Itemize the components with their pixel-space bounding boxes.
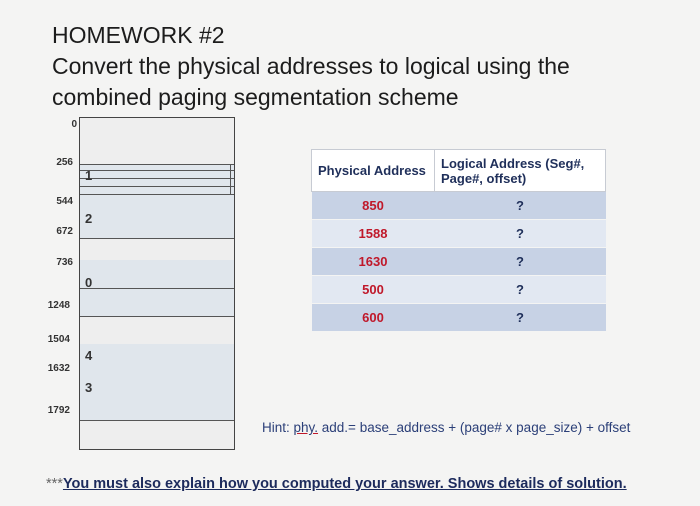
address-label: 1792 — [47, 405, 70, 416]
address-label: 736 — [56, 257, 73, 268]
memory-segment — [80, 344, 234, 377]
table-row — [312, 192, 606, 220]
segment-label: 1 — [85, 168, 93, 183]
table-row — [312, 248, 606, 276]
address-label: 256 — [56, 157, 73, 168]
divider — [80, 178, 234, 179]
logical-address-cell: ? — [435, 276, 606, 304]
footer-stars: *** — [46, 476, 63, 492]
hint-underlined-word: phy. — [293, 420, 319, 435]
physical-memory-diagram — [79, 117, 235, 450]
header-logical-address: Logical Address (Seg#, Page#, offset) — [435, 150, 606, 192]
divider — [230, 164, 231, 194]
table-row — [312, 304, 606, 332]
physical-address-cell: 1588 — [312, 220, 435, 248]
title-line-1: HOMEWORK #2 — [52, 22, 225, 48]
title-line-3: combined paging segmentation scheme — [52, 84, 459, 110]
homework-title — [52, 20, 570, 113]
divider — [80, 164, 234, 165]
physical-address-cell: 1630 — [312, 248, 435, 276]
address-label: 672 — [56, 226, 73, 237]
segment-label: 4 — [85, 348, 93, 363]
logical-address-cell: ? — [435, 248, 606, 276]
address-label: 0 — [71, 119, 77, 130]
hint-rest: add.= base_address + (page# x page_size) + offset — [318, 420, 631, 435]
logical-address-cell: ? — [435, 304, 606, 332]
physical-address-cell: 850 — [312, 192, 435, 220]
logical-address-cell: ? — [435, 192, 606, 220]
segment-label: 0 — [85, 275, 93, 290]
header-physical-address: Physical Address — [312, 150, 435, 192]
physical-address-cell: 600 — [312, 304, 435, 332]
segment-label: 2 — [85, 211, 93, 226]
divider — [80, 288, 234, 289]
divider — [80, 316, 234, 317]
divider — [80, 238, 234, 239]
memory-segment — [80, 377, 234, 420]
title-line-2: Convert the physical addresses to logical using the — [52, 53, 570, 79]
segment-label: 3 — [85, 380, 93, 395]
address-label: 1632 — [47, 363, 70, 374]
hint-formula — [262, 420, 630, 435]
logical-address-cell: ? — [435, 220, 606, 248]
instructions-footer — [46, 476, 627, 492]
physical-address-cell: 500 — [312, 276, 435, 304]
memory-segment — [80, 208, 234, 238]
address-conversion-table — [311, 149, 606, 331]
divider — [80, 186, 234, 187]
address-label: 1248 — [47, 300, 70, 311]
divider — [80, 194, 234, 195]
table-row — [312, 276, 606, 304]
address-label: 544 — [56, 196, 73, 207]
divider — [80, 420, 234, 421]
address-label: 1504 — [47, 334, 70, 345]
footer-text: You must also explain how you computed your answer. Shows details of solution. — [62, 476, 627, 492]
divider — [80, 170, 234, 171]
table-row — [312, 220, 606, 248]
hint-prefix: Hint: — [262, 420, 294, 435]
